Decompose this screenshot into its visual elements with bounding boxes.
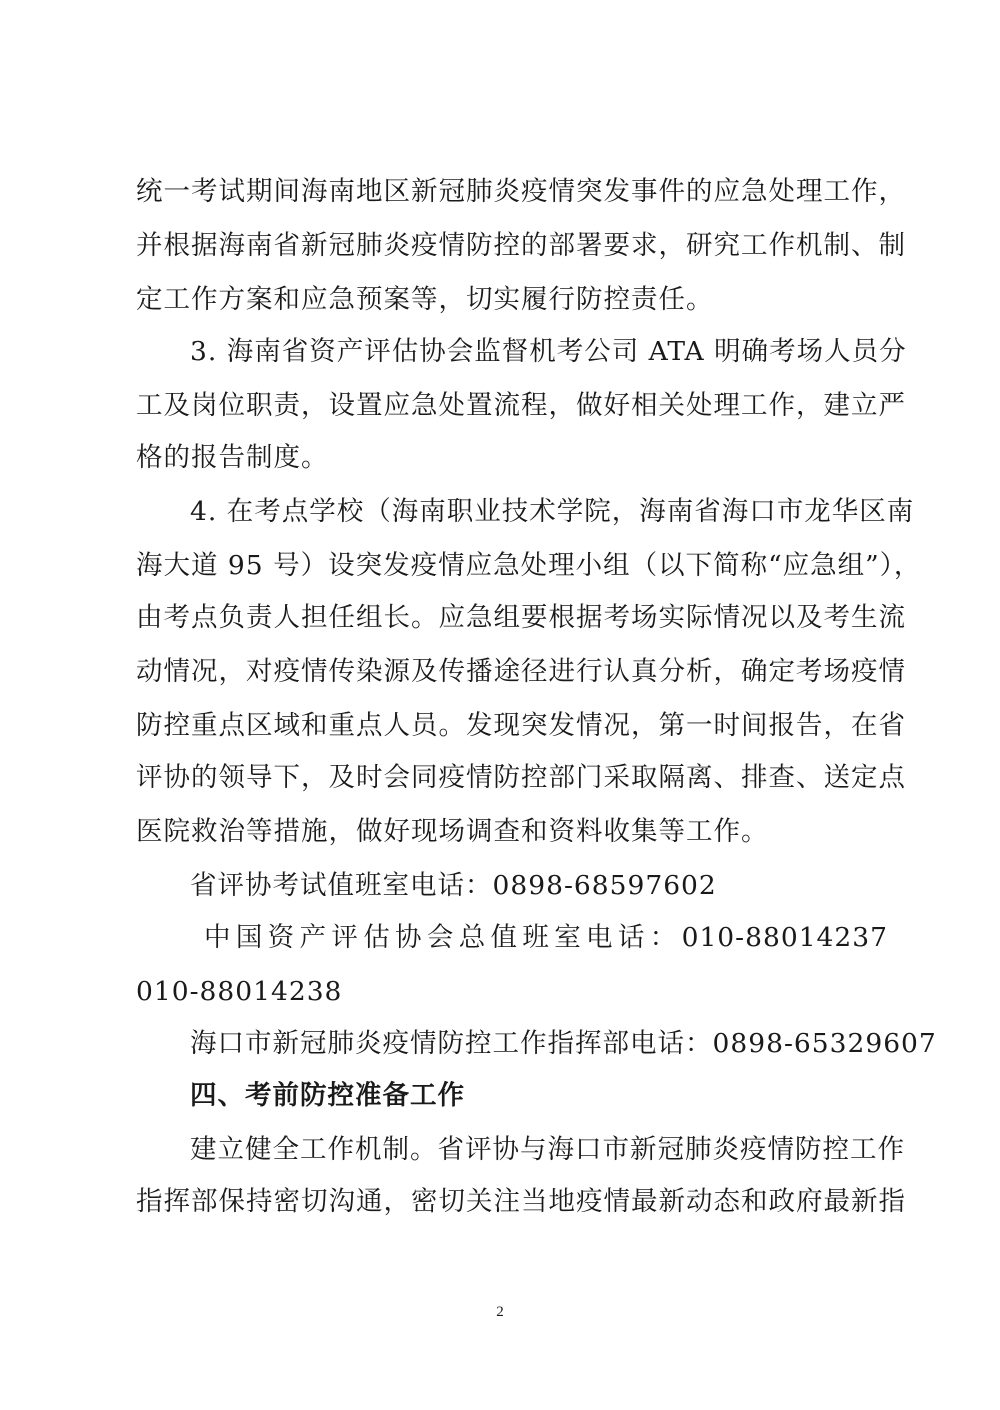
- text-line: 海大道 95 号）设突发疫情应急处理小组（以下简称“应急组”），: [136, 550, 922, 581]
- text-line: 格的报告制度。: [136, 442, 329, 473]
- text-line: 并根据海南省新冠肺炎疫情防控的部署要求，研究工作机制、制: [136, 230, 906, 261]
- page-number: 2: [496, 1304, 504, 1320]
- phone-line: 海口市新冠肺炎疫情防控工作指挥部电话：0898-65329607: [190, 1028, 937, 1059]
- section-heading: 四、考前防控准备工作: [190, 1080, 465, 1111]
- text-line: 医院救治等措施，做好现场调查和资料收集等工作。: [136, 816, 769, 847]
- text-line: 3. 海南省资产评估协会监督机考公司 ATA 明确考场人员分: [190, 336, 907, 367]
- phone-line: 中国资产评估协会总值班室电话：010-88014237: [204, 922, 888, 953]
- phone-line: 省评协考试值班室电话：0898-68597602: [190, 870, 717, 901]
- text-line: 定工作方案和应急预案等，切实履行防控责任。: [136, 284, 714, 315]
- text-line: 统一考试期间海南地区新冠肺炎疫情突发事件的应急处理工作，: [136, 176, 906, 207]
- text-line: 由考点负责人担任组长。应急组要根据考场实际情况以及考生流: [136, 602, 906, 633]
- text-line: 建立健全工作机制。省评协与海口市新冠肺炎疫情防控工作: [190, 1134, 905, 1165]
- text-line: 防控重点区域和重点人员。发现突发情况，第一时间报告，在省: [136, 710, 906, 741]
- text-line: 工及岗位职责，设置应急处置流程，做好相关处理工作，建立严: [136, 390, 906, 421]
- text-line: 指挥部保持密切沟通，密切关注当地疫情最新动态和政府最新指: [136, 1186, 906, 1217]
- text-line: 评协的领导下，及时会同疫情防控部门采取隔离、排查、送定点: [136, 762, 906, 793]
- text-line: 4. 在考点学校（海南职业技术学院，海南省海口市龙华区南: [190, 496, 915, 527]
- text-line: 动情况，对疫情传染源及传播途径进行认真分析，确定考场疫情: [136, 656, 906, 687]
- phone-line: 010-88014238: [136, 976, 343, 1007]
